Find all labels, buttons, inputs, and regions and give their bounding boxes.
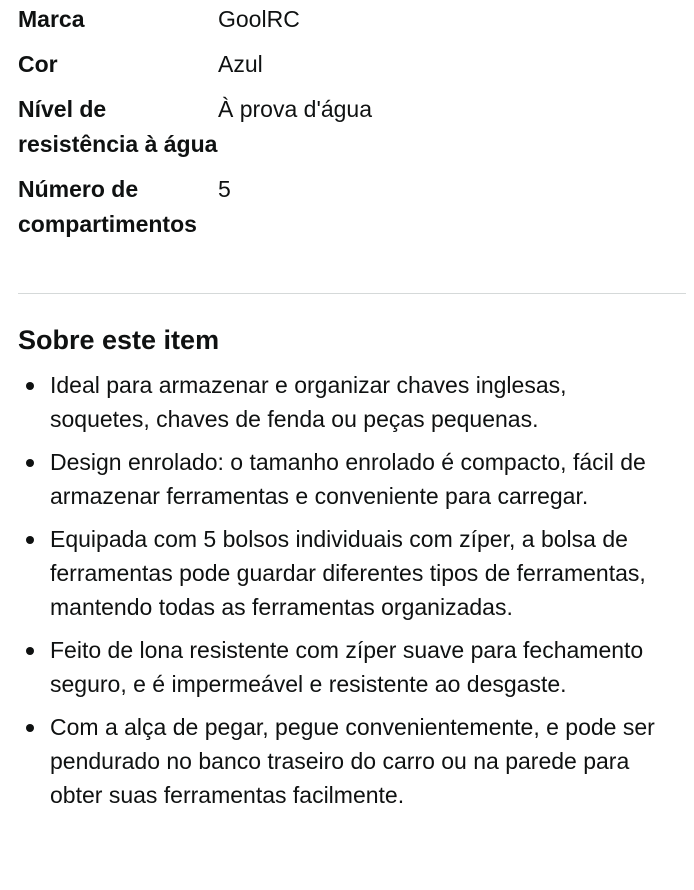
spec-label: Número de compartimentos — [18, 176, 197, 237]
spec-label: Cor — [18, 51, 58, 77]
spec-label: Nível de resistência à água — [18, 96, 218, 157]
spec-row-compartments — [18, 172, 372, 242]
spec-label: Marca — [18, 6, 85, 32]
spec-value: GoolRC — [218, 6, 300, 32]
spec-value: Azul — [218, 51, 263, 77]
spec-row-color — [18, 47, 372, 92]
bullet-icon — [26, 459, 34, 467]
spec-value: À prova d'água — [218, 96, 373, 122]
feature-bullet — [18, 522, 668, 624]
feature-bullet-text: Com a alça de pegar, pegue convenientemente, e pode ser pendurado no banco traseiro do carro ou na parede para obter suas ferramentas facilmente. — [50, 714, 655, 808]
feature-bullet — [18, 633, 668, 701]
product-spec-table — [18, 2, 372, 242]
bullet-icon — [26, 724, 34, 732]
product-details — [0, 2, 694, 890]
feature-bullet-text: Design enrolado: o tamanho enrolado é compacto, fácil de armazenar ferramentas e conveniente para carregar. — [50, 449, 646, 509]
spec-row-brand — [18, 2, 372, 47]
section-divider — [18, 293, 686, 294]
bullet-icon — [26, 647, 34, 655]
feature-bullet — [18, 710, 668, 812]
spec-row-water-resistance — [18, 92, 372, 172]
about-section-title: Sobre este item — [18, 325, 220, 355]
feature-bullet-text: Ideal para armazenar e organizar chaves inglesas, soquetes, chaves de fenda ou peças pequenas. — [50, 372, 567, 432]
feature-bullet — [18, 368, 668, 436]
feature-bullet-list — [18, 368, 668, 821]
feature-bullet-text: Feito de lona resistente com zíper suave para fechamento seguro, e é impermeável e resistente ao desgaste. — [50, 637, 644, 697]
feature-bullet — [18, 445, 668, 513]
bullet-icon — [26, 382, 34, 390]
bullet-icon — [26, 536, 34, 544]
feature-bullet-text: Equipada com 5 bolsos individuais com zíper, a bolsa de ferramentas pode guardar diferentes tipos de ferramentas, mantendo todas as ferramentas organizadas. — [50, 526, 646, 620]
spec-value: 5 — [218, 176, 231, 202]
